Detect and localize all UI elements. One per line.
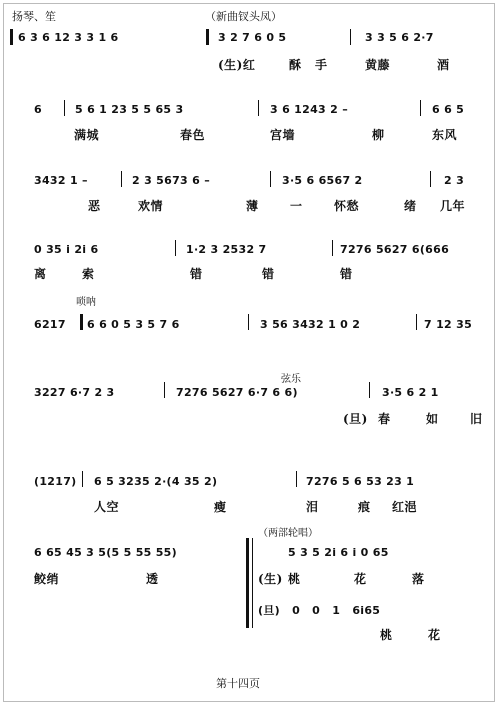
notation-line-1b: 3 2 7 6 0 5 xyxy=(218,31,287,44)
suona-annotation: 唢呐 xyxy=(76,297,96,308)
lyric: 索 xyxy=(82,267,95,281)
lyric: 错 xyxy=(262,267,275,281)
lyric: 柳 xyxy=(372,128,385,142)
notation-line-2b: 5 6 1 23 5 5 65 3 xyxy=(75,103,184,116)
lyric: (生) xyxy=(258,572,283,586)
system-bracket-barline xyxy=(246,538,249,628)
notation-line-3a: 3432 1 – xyxy=(34,174,88,187)
barline xyxy=(270,171,271,187)
notation-line-2d: 6 6 5 xyxy=(432,103,465,116)
lyric: 桃 xyxy=(380,628,393,642)
notation-line-4b: 1·2 3 2532 7 xyxy=(186,243,267,256)
lyric: 离 xyxy=(34,267,47,281)
lyric: 花 xyxy=(354,572,367,586)
lyric: 欢情 xyxy=(138,199,164,213)
lyric: 春 xyxy=(378,412,391,426)
lyric: 满城 xyxy=(74,128,100,142)
lyric: 薄 xyxy=(246,199,259,213)
notation-line-5a: 6217 xyxy=(34,318,66,331)
notation-line-6b: 7276 5627 6·7 6 6) xyxy=(176,386,298,399)
lyric: 落 xyxy=(412,572,425,586)
lyric: 透 xyxy=(146,572,159,586)
lyric: 几年 xyxy=(440,199,466,213)
score-title: （新曲钗头凤） xyxy=(205,10,282,23)
lyric: 绪 xyxy=(404,199,417,213)
lyric: 酒 xyxy=(437,58,450,72)
notation-line-2a: 6 xyxy=(34,103,42,116)
barline xyxy=(121,171,122,187)
barline xyxy=(332,240,333,256)
lyric: 手 xyxy=(315,58,328,72)
notation-line-9: (旦) 0 0 1 6i65 xyxy=(258,604,381,617)
barline xyxy=(248,314,249,330)
lyric: 春色 xyxy=(180,128,206,142)
lyric: 旧 xyxy=(470,412,483,426)
notation-line-4a: 0 35 i 2i 6 xyxy=(34,243,99,256)
system-bracket-barline xyxy=(252,538,253,628)
barline xyxy=(164,382,165,398)
duet-annotation: （两部轮唱） xyxy=(258,528,318,539)
lyric: 黄藤 xyxy=(365,58,391,72)
notation-line-6a: 3227 6·7 2 3 xyxy=(34,386,115,399)
notation-line-7c: 7276 5 6 53 23 1 xyxy=(306,475,415,488)
notation-line-3d: 2 3 xyxy=(444,174,465,187)
notation-line-6c: 3·5 6 2 1 xyxy=(382,386,439,399)
barline xyxy=(82,471,83,487)
barline xyxy=(369,382,370,398)
barline xyxy=(80,314,83,330)
notation-line-4c: 7276 5627 6(666 xyxy=(340,243,450,256)
lyric: 红浥 xyxy=(392,500,418,514)
lyric: 瘦 xyxy=(214,500,227,514)
lyric: 鲛绡 xyxy=(34,572,60,586)
lyric: 花 xyxy=(428,628,441,642)
lyric: 错 xyxy=(190,267,203,281)
repeat-barline xyxy=(10,29,13,45)
barline xyxy=(64,100,65,116)
lyric: 泪 xyxy=(306,500,319,514)
notation-line-7a: (1217) xyxy=(34,475,77,488)
lyric: 东风 xyxy=(432,128,458,142)
lyric: (生)红 xyxy=(218,58,256,72)
lyric: 人空 xyxy=(94,500,120,514)
instrument-label: 扬琴、笙 xyxy=(12,10,56,23)
double-barline xyxy=(206,29,209,45)
notation-line-3c: 3·5 6 6567 2 xyxy=(282,174,363,187)
barline xyxy=(258,100,259,116)
barline xyxy=(416,314,417,330)
notation-line-8b: 5 3 5 2i 6 i 0 65 xyxy=(288,546,389,559)
lyric: 如 xyxy=(426,412,439,426)
lyric: 错 xyxy=(340,267,353,281)
barline xyxy=(350,29,351,45)
lyric: 怀愁 xyxy=(334,199,360,213)
page-number: 第十四页 xyxy=(216,677,260,690)
notation-line-5c: 3 56 3432 1 0 2 xyxy=(260,318,361,331)
strings-annotation: 弦乐 xyxy=(281,374,301,385)
notation-line-5d: 7 12 35 xyxy=(424,318,473,331)
barline xyxy=(175,240,176,256)
lyric: 痕 xyxy=(358,500,371,514)
lyric: 宫墙 xyxy=(270,128,296,142)
notation-line-1c: 3 3 5 6 2·7 xyxy=(365,31,434,44)
notation-line-2c: 3 6 1243 2 – xyxy=(270,103,348,116)
notation-line-3b: 2 3 5673 6 – xyxy=(132,174,210,187)
lyric: (旦) xyxy=(343,412,368,426)
notation-line-1a: 6 3 6 12 3 3 1 6 xyxy=(18,31,119,44)
lyric: 恶 xyxy=(88,199,101,213)
barline xyxy=(430,171,431,187)
barline xyxy=(420,100,421,116)
lyric: 一 xyxy=(290,199,303,213)
lyric: 桃 xyxy=(288,572,301,586)
barline xyxy=(296,471,297,487)
lyric: 酥 xyxy=(289,58,302,72)
notation-line-5b: 6 6 0 5 3 5 7 6 xyxy=(87,318,180,331)
notation-line-8a: 6 65 45 3 5(5 5 55 55) xyxy=(34,546,177,559)
notation-line-7b: 6 5 3235 2·(4 35 2) xyxy=(94,475,218,488)
